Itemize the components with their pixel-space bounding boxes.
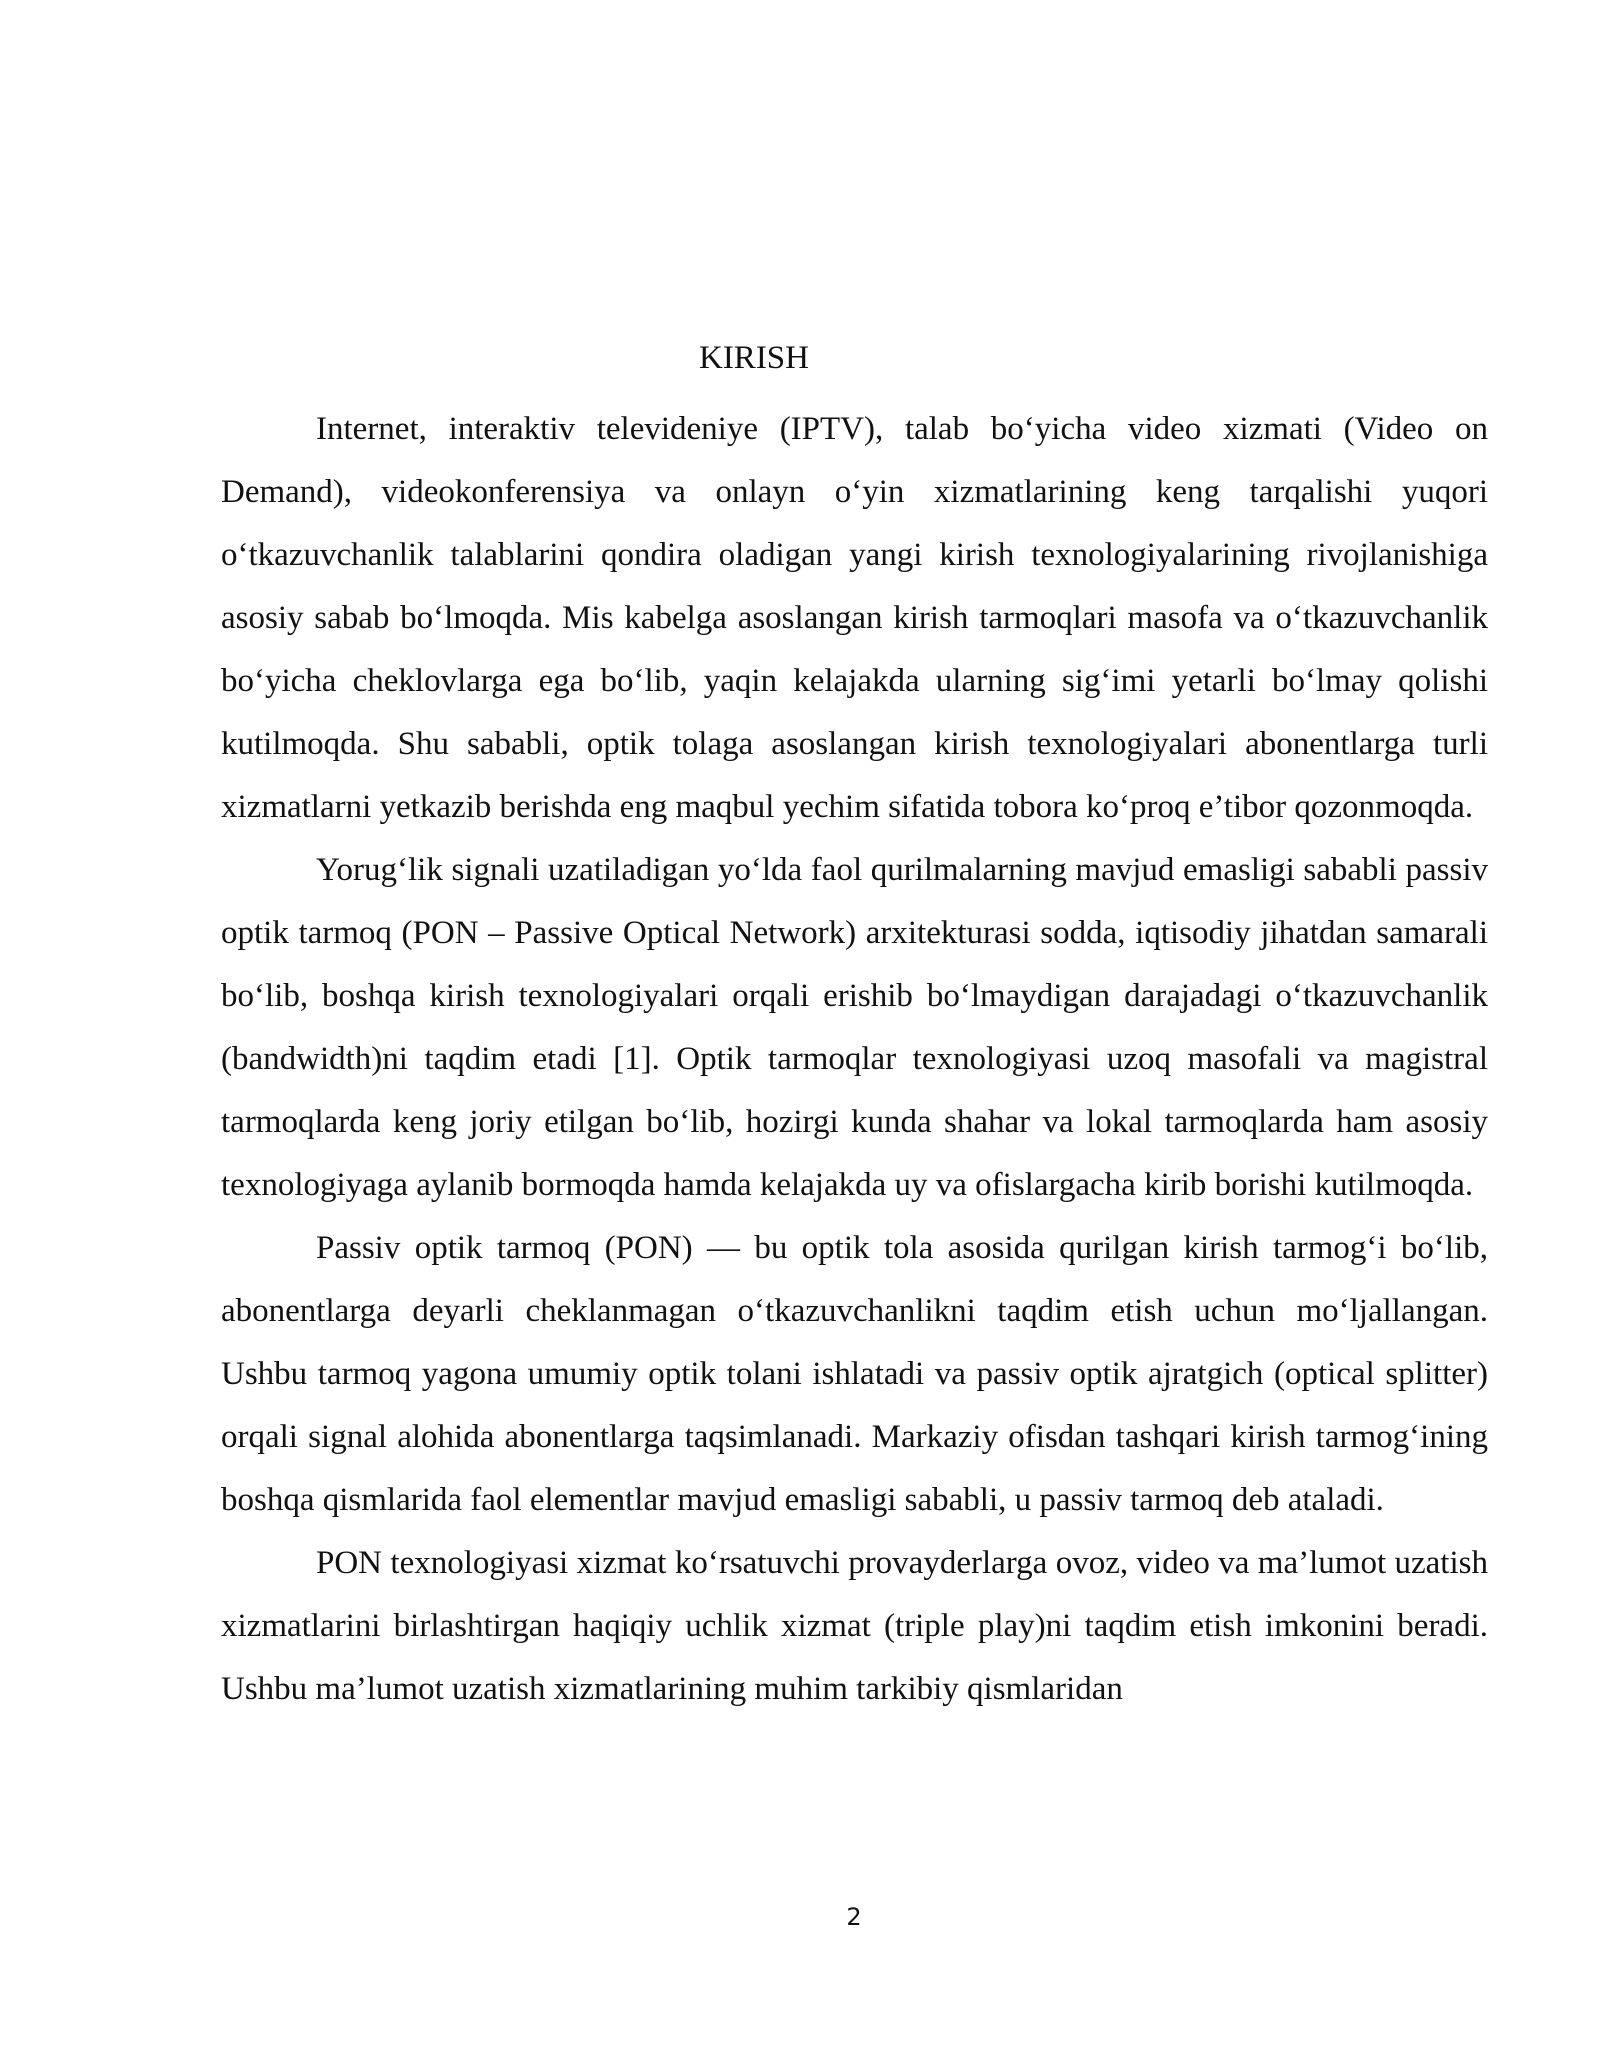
document-body bbox=[221, 398, 1488, 1721]
paragraph-1: Internet, interaktiv televideniye (IPTV), talab bo‘yicha video xizmati (Video on Demand), videokonferensiya va onlayn o‘yin xizmatlarining keng tarqalishi yuqori o‘tkazuvchanlik talablarini qondira oladigan yangi kirish texnologiyalarining rivojlanishiga asosiy sabab bo‘lmoqda. Mis kabelga asoslangan kirish tarmoqlari masofa va o‘tkazuvchanlik bo‘yicha cheklovlarga ega bo‘lib, yaqin kelajakda ularning sig‘imi yetarli bo‘lmay qolishi kutilmoqda. Shu sababli, optik tolaga asoslangan kirish texnologiyalari abonentlarga turli xizmatlarni yetkazib berishda eng maqbul yechim sifatida tobora ko‘proq e’tibor qozonmoqda. bbox=[221, 411, 1488, 825]
paragraph-3: Passiv optik tarmoq (PON) — bu optik tola asosida qurilgan kirish tarmog‘i bo‘lib, abonentlarga deyarli cheklanmagan o‘tkazuvchanlikni taqdim etish uchun mo‘ljallangan. Ushbu tarmoq yagona umumiy optik tolani ishlatadi va passiv optik ajratgich (optical splitter) orqali signal alohida abonentlarga taqsimlanadi. Markaziy ofisdan tashqari kirish tarmog‘ining boshqa qismlarida faol elementlar mavjud emasligi sababli, u passiv tarmoq deb ataladi. bbox=[221, 1230, 1488, 1518]
page-number: 2 bbox=[846, 1903, 862, 1931]
paragraph-2: Yorug‘lik signali uzatiladigan yo‘lda faol qurilmalarning mavjud emasligi sababli passiv optik tarmoq (PON – Passive Optical Network) arxitekturasi sodda, iqtisodiy jihatdan samarali bo‘lib, boshqa kirish texnologiyalari orqali erishib bo‘lmaydigan darajadagi o‘tkazuvchanlik (bandwidth)ni taqdim etadi [1]. Optik tarmoqlar texnologiyasi uzoq masofali va magistral tarmoqlarda keng joriy etilgan bo‘lib, hozirgi kunda shahar va lokal tarmoqlarda ham asosiy texnologiyaga aylanib bormoqda hamda kelajakda uy va ofislargacha kirib borishi kutilmoqda. bbox=[221, 852, 1488, 1203]
section-heading: KIRISH bbox=[698, 340, 809, 376]
paragraph-4: PON texnologiyasi xizmat ko‘rsatuvchi provayderlarga ovoz, video va ma’lumot uzatish xizmatlarini birlashtirgan haqiqiy uchlik xizmat (triple play)ni taqdim etish imkonini beradi. Ushbu ma’lumot uzatish xizmatlarining muhim tarkibiy qismlaridan bbox=[221, 1545, 1488, 1707]
